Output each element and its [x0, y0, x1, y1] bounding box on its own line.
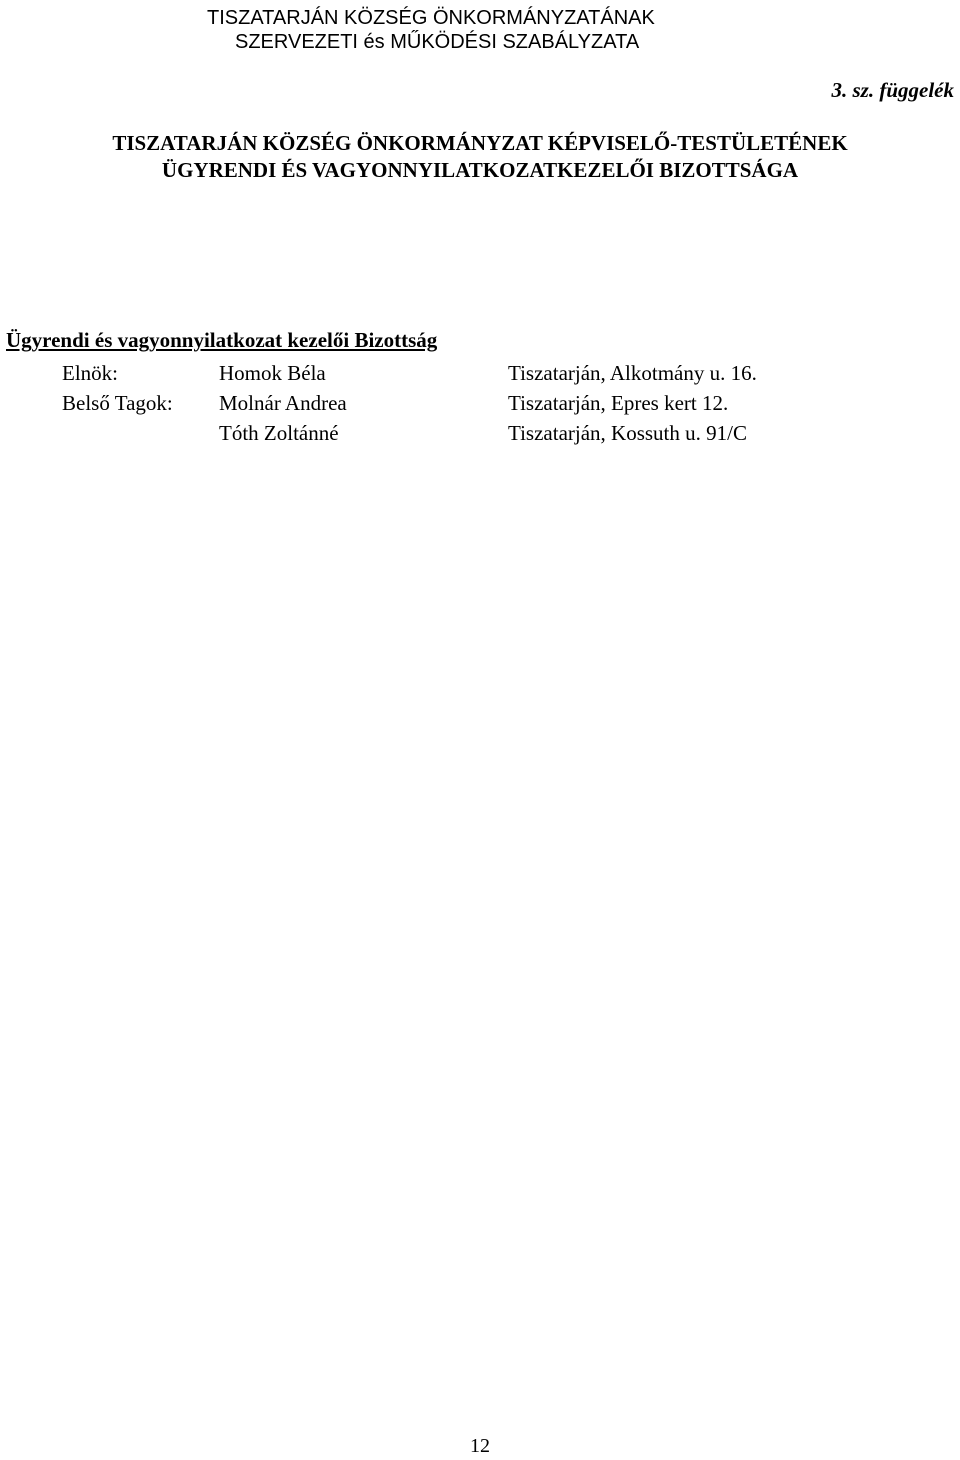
member-role: Elnök:	[62, 361, 118, 385]
member-address: Tiszatarján, Kossuth u. 91/C	[508, 421, 747, 445]
header-line-1: TISZATARJÁN KÖZSÉG ÖNKORMÁNYZATÁNAK	[207, 7, 655, 29]
member-name: Molnár Andrea	[219, 391, 347, 415]
member-address: Tiszatarján, Alkotmány u. 16.	[508, 361, 757, 385]
appendix-label: 3. sz. függelék	[831, 78, 954, 102]
page-number: 12	[470, 1435, 490, 1457]
document-header	[207, 6, 655, 54]
member-row	[62, 418, 942, 448]
member-name: Tóth Zoltánné	[219, 421, 339, 445]
member-row	[62, 358, 942, 388]
member-address: Tiszatarján, Epres kert 12.	[508, 391, 729, 415]
member-list	[62, 358, 942, 448]
member-name: Homok Béla	[219, 361, 326, 385]
committee-heading: Ügyrendi és vagyonnyilatkozat kezelői Bizottság	[6, 328, 438, 352]
page-title	[0, 130, 960, 184]
header-line-2: SZERVEZETI és MŰKÖDÉSI SZABÁLYZATA	[235, 31, 640, 53]
title-line-2: ÜGYRENDI ÉS VAGYONNYILATKOZATKEZELŐI BIZOTTSÁGA	[161, 158, 799, 182]
title-line-1: TISZATARJÁN KÖZSÉG ÖNKORMÁNYZAT KÉPVISELŐ-TESTÜLETÉNEK	[112, 131, 848, 155]
member-row	[62, 388, 942, 418]
member-role: Belső Tagok:	[62, 391, 173, 415]
